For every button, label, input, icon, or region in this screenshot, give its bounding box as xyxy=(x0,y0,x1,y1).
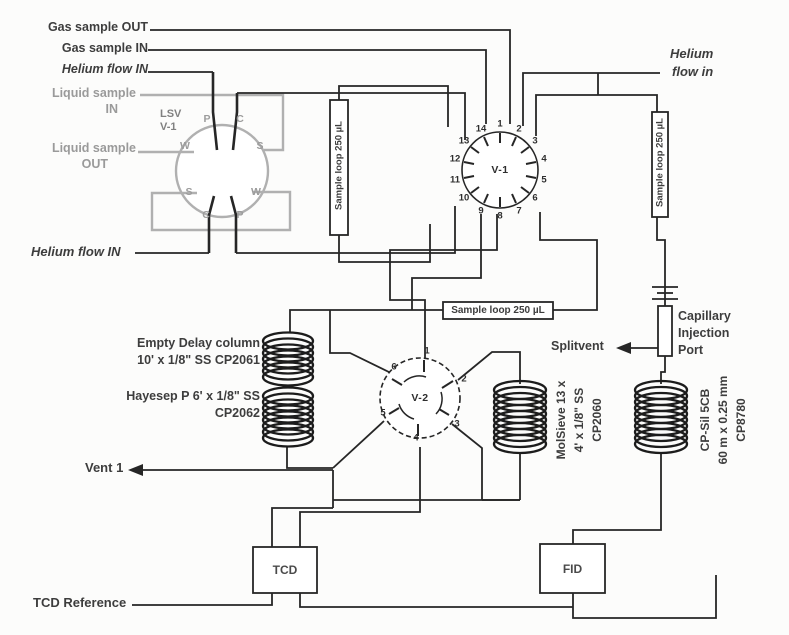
gas-sample-out-label: Gas sample OUT xyxy=(47,20,148,34)
v1-port-3: 3 xyxy=(532,135,538,147)
lsv-port-s-left-low: S xyxy=(185,186,193,198)
cpsil-label-2: 60 m x 0.25 mm xyxy=(716,375,730,465)
tcd-reference-line xyxy=(132,593,272,605)
lsv-port-c-bottom: C xyxy=(202,209,210,221)
splitvent-label: Splitvent xyxy=(551,339,604,353)
v2-port6-line xyxy=(330,310,395,375)
lsv-port-s-right: S xyxy=(256,140,264,152)
helium-right-line xyxy=(523,73,660,126)
lsv-title: LSV xyxy=(160,108,182,120)
vent-arrow-icon xyxy=(128,464,143,476)
tcd-label: TCD xyxy=(272,563,298,577)
capillary-injection-port-box xyxy=(658,306,672,356)
liquid-sample-out-label: Liquid sample xyxy=(51,141,136,155)
cpsil-label-1: CP-Sil 5CB xyxy=(698,388,712,452)
tcd-in-left xyxy=(272,508,333,547)
v2-port5-diag xyxy=(333,421,384,468)
pipe-network xyxy=(132,30,716,618)
lsv-subtitle: V-1 xyxy=(160,121,177,133)
v1-port-14: 14 xyxy=(475,123,487,135)
tcd-out-line xyxy=(300,593,573,607)
v2-port-3: 3 xyxy=(454,418,460,430)
v1-port-1: 1 xyxy=(497,118,503,130)
right-loop-top-line xyxy=(536,95,657,136)
v2-port3-diag xyxy=(452,424,482,500)
splitvent-arrow-icon xyxy=(616,342,631,354)
v1-port-12: 12 xyxy=(449,153,461,165)
v1-port-4: 4 xyxy=(541,153,547,165)
v2-port-5: 5 xyxy=(380,407,386,419)
lsv-to-v1-line xyxy=(237,93,465,140)
fid-label: FID xyxy=(562,561,583,576)
lsv-port-c-top: C xyxy=(236,113,244,125)
molsieve-label-3: CP2060 xyxy=(590,398,604,442)
valve-v1-label: V-1 xyxy=(491,164,509,176)
capillary-label-1: Capillary xyxy=(678,309,731,323)
helium-flow-in-bottom-label: Helium flow IN xyxy=(31,244,121,259)
lsv-port-p-bottom: P xyxy=(236,209,244,221)
molsieve-label-1: MolSieve 13 x xyxy=(554,380,568,460)
helium-flow-in-right-label: Helium xyxy=(670,46,714,61)
right-loop-to-injector xyxy=(657,217,665,284)
empty-delay-label-1: Empty Delay column xyxy=(137,336,260,350)
cpsil-label-3: CP8780 xyxy=(734,398,748,442)
v1-port-10: 10 xyxy=(458,192,470,204)
v2-port-1: 1 xyxy=(424,345,430,357)
lsv-valve-body xyxy=(176,125,268,217)
v1-port-2: 2 xyxy=(516,123,522,135)
v2-port-4: 4 xyxy=(413,432,419,444)
lsv-port-w-right-low: W xyxy=(251,186,261,198)
valve-v2-label: V-2 xyxy=(411,392,429,404)
liquid-sample-in-label-2: IN xyxy=(105,102,118,116)
v1-port-13: 13 xyxy=(458,135,470,147)
tcd-in-right xyxy=(300,447,420,547)
capillary-label-3: Port xyxy=(678,343,703,357)
sample-loop-left-label: Sample loop 250 µL xyxy=(333,121,345,210)
cpsil-label-block xyxy=(696,360,752,480)
vent1-label: Vent 1 xyxy=(85,460,124,475)
v2-port-2: 2 xyxy=(461,373,467,385)
hayesep-out-line xyxy=(287,447,333,468)
sample-loop-middle-label: Sample loop 250 µL xyxy=(451,305,545,316)
v2-port-6: 6 xyxy=(391,361,397,373)
gas-sample-in-line xyxy=(148,50,486,124)
sample-loop-right-label: Sample loop 250 µL xyxy=(654,118,666,207)
left-loop-bottom-line xyxy=(339,224,430,262)
lsv-port-w-left: W xyxy=(180,140,190,152)
v1-port-9: 9 xyxy=(478,205,484,217)
hayesep-coil xyxy=(263,388,313,447)
hayesep-label-2: CP2062 xyxy=(214,406,260,420)
molsieve-label-block xyxy=(552,360,608,480)
lsv-port-p-top: P xyxy=(203,113,211,125)
molsieve-coil xyxy=(494,381,546,453)
v1-port-5: 5 xyxy=(541,174,547,186)
empty-delay-coil xyxy=(263,333,313,386)
molsieve-label-2: 4' x 1/8" SS xyxy=(572,387,586,453)
v1-port-8: 8 xyxy=(497,210,503,222)
cpsil-coil xyxy=(635,381,687,453)
injector-to-cpsil xyxy=(661,356,665,384)
v1-port-6: 6 xyxy=(532,192,538,204)
v1-port-7: 7 xyxy=(516,205,522,217)
mid-loop-right-line xyxy=(540,212,597,310)
v1-port-11: 11 xyxy=(449,174,461,186)
empty-delay-label-2: 10' x 1/8" SS CP2061 xyxy=(137,353,260,367)
mid-loop-left-line xyxy=(290,310,443,333)
liquid-sample-in-label: Liquid sample xyxy=(51,86,136,100)
liquid-sample-out-label-2: OUT xyxy=(81,157,108,171)
helium-flow-in-top-label: Helium flow IN xyxy=(61,62,148,76)
v2-to-molsieve xyxy=(458,352,520,384)
hayesep-label-1: Hayesep P 6' x 1/8" SS xyxy=(126,389,260,403)
tcd-reference-label: TCD Reference xyxy=(33,595,127,610)
helium-flow-in-right-label-2: flow in xyxy=(672,64,714,79)
gas-sample-in-label: Gas sample IN xyxy=(61,41,148,55)
capillary-label-2: Injection xyxy=(678,326,730,340)
